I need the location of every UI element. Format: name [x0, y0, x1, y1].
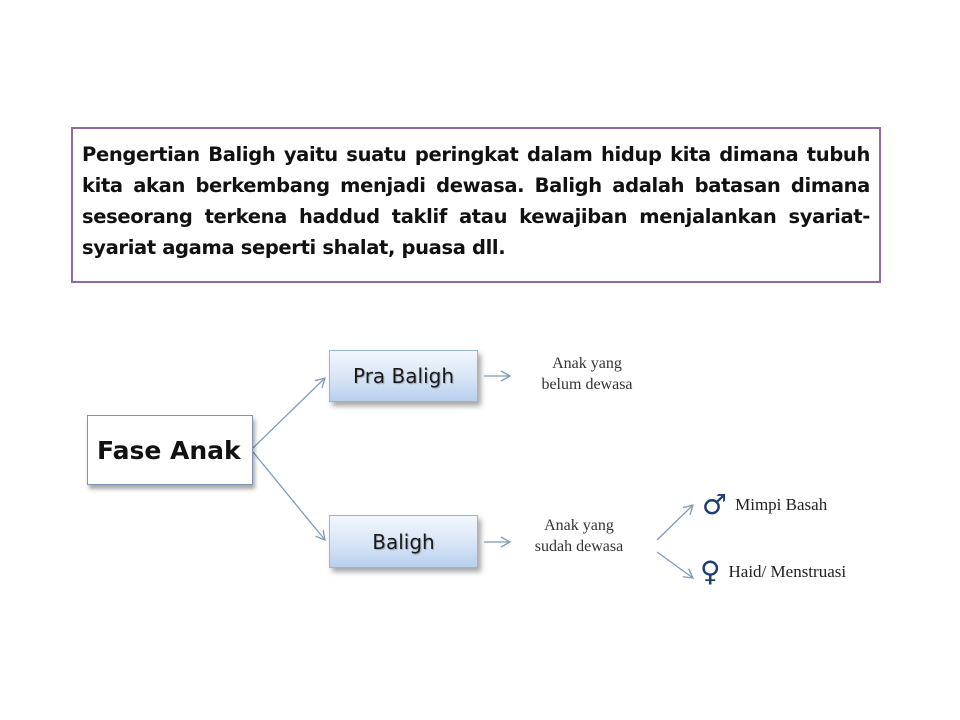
fase-anak-label: Fase Anak [97, 435, 241, 465]
arrow-root-to-baligh [253, 452, 325, 540]
arrow-root-to-pra [253, 378, 325, 448]
baligh-label: Baligh [372, 529, 435, 554]
pra-baligh-note-line1: Anak yang [552, 355, 622, 372]
pra-baligh-note-line2: belum dewasa [541, 376, 633, 393]
pra-baligh-box [329, 350, 478, 402]
baligh-note-line2: sudah dewasa [534, 538, 624, 555]
sign-mimpi-basah-label: Mimpi Basah [735, 495, 828, 514]
sign-mimpi-basah [702, 488, 828, 521]
sign-haid [700, 555, 847, 588]
arrow-note-to-female [657, 552, 693, 578]
baligh-note-line1: Anak yang [544, 517, 614, 534]
definition-text: Pengertian Baligh yaitu suatu peringkat dalam hidup kita dimana tubuh kita akan berkembang menjadi dewasa. Baligh adalah batasan dimana seseorang terkena haddud taklif atau kewajiban menjalankan syariat-syariat agama seperti shalat, puasa dll. [82, 143, 870, 259]
sign-haid-label: Haid/ Menstruasi [728, 562, 847, 581]
pra-baligh-note [517, 353, 657, 395]
female-symbol-icon: ♀ [700, 555, 721, 588]
baligh-box [329, 515, 478, 568]
pra-baligh-label: Pra Baligh [352, 364, 454, 388]
arrow-note-to-male [657, 505, 693, 540]
male-symbol-icon: ♂ [702, 488, 728, 521]
fase-anak-box [87, 415, 253, 485]
baligh-note [509, 515, 649, 557]
